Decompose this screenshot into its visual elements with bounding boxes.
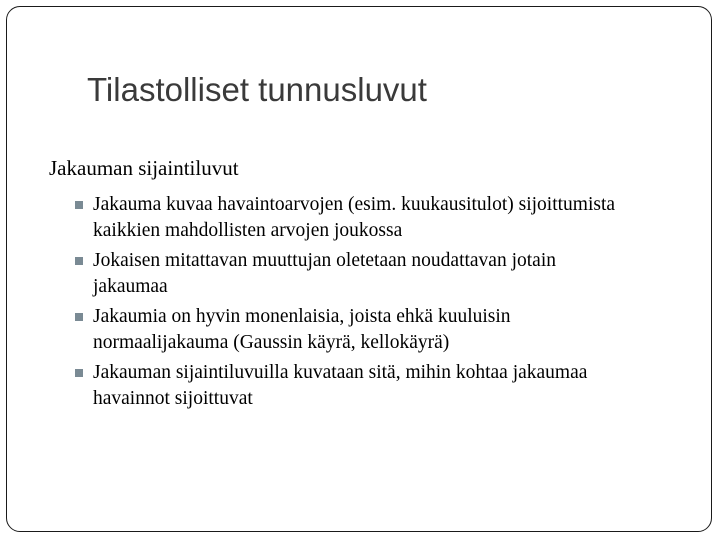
square-bullet-icon — [75, 257, 83, 265]
bullet-text-line: Jakaumia on hyvin monenlaisia, joista ehkä kuuluisin — [93, 306, 511, 327]
slide-title: Tilastolliset tunnusluvut — [87, 71, 427, 108]
slide-frame — [6, 6, 712, 532]
bullet-text-line: jakaumaa — [93, 276, 168, 297]
bullet-text-line: Jokaisen mitattavan muuttujan oletetaan noudattavan jotain — [93, 250, 556, 271]
bullet-item — [75, 360, 695, 412]
bullet-text-line: Jakauman sijaintiluvuilla kuvataan sitä, mihin kohtaa jakaumaa — [93, 362, 588, 383]
square-bullet-icon — [75, 201, 83, 209]
bullet-text-line: havainnot sijoittuvat — [93, 388, 253, 409]
square-bullet-icon — [75, 313, 83, 321]
bullet-text-line: normaalijakauma (Gaussin käyrä, kellokäyrä) — [93, 332, 450, 353]
bullet-item — [75, 192, 695, 244]
bullet-text-line: kaikkien mahdollisten arvojen joukossa — [93, 220, 403, 241]
bullet-item — [75, 248, 695, 300]
slide-subtitle: Jakauman sijaintiluvut — [49, 156, 239, 180]
bullet-list — [75, 192, 695, 416]
square-bullet-icon — [75, 369, 83, 377]
bullet-item — [75, 304, 695, 356]
bullet-text-line: Jakauma kuvaa havaintoarvojen (esim. kuukausitulot) sijoittumista — [93, 194, 616, 215]
